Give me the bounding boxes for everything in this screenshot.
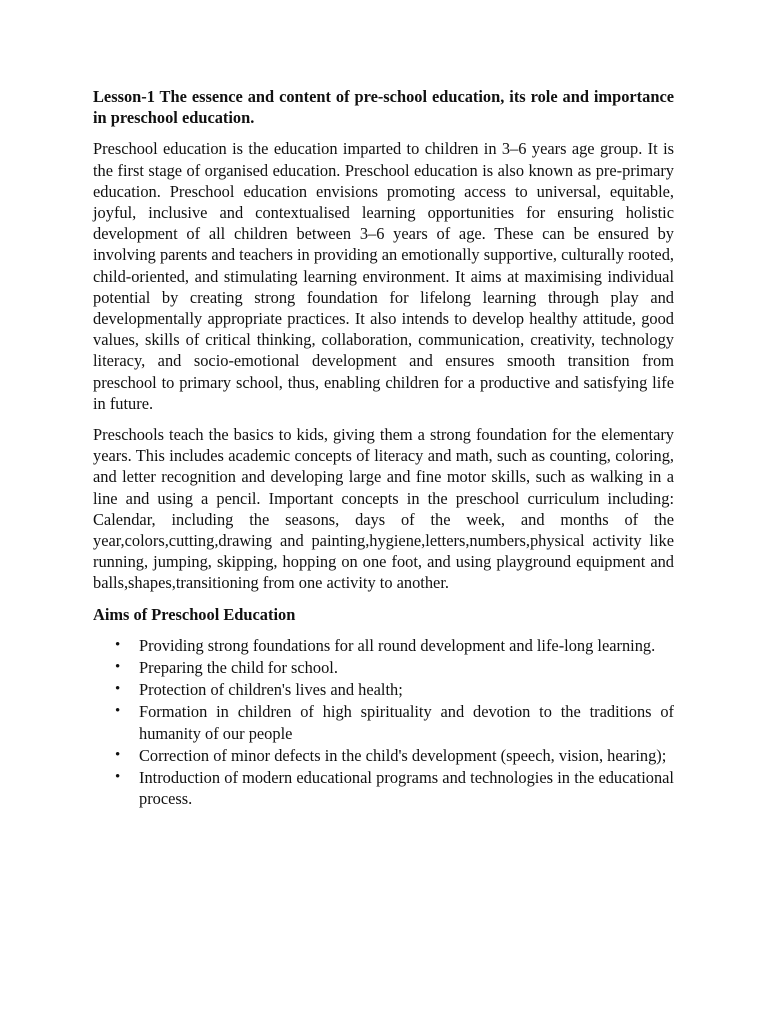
paragraph-curriculum: Preschools teach the basics to kids, giving them a strong foundation for the elementary years. This includes academic concepts of literacy and math, such as counting, coloring, and letter recognition and developing large and fine motor skills, such as walking in a line and using a pencil. Important concepts in the preschool curriculum including: Calendar, including the seasons, days of the week, and months of the year,colors,cutting,drawing and painting,hygiene,letters,numbers,physical activity like running, jumping, skipping, hopping on one foot, and using playground equipment and balls,shapes,transitioning from one activity to another.	[93, 425, 674, 593]
bullet-icon: •	[115, 636, 121, 653]
list-item	[93, 657, 674, 678]
bullet-icon: •	[115, 769, 121, 786]
paragraph-intro: Preschool education is the education imparted to children in 3–6 years age group. It is the first stage of organised education. Preschool education is also known as pre-primary education. Preschool education envisions promoting access to universal, equitable, joyful, inclusive and contextualised learning opportunities for ensuring holistic development of all children between 3–6 years of age. These can be ensured by involving parents and teachers in providing an emotionally supportive, culturally rooted, child-oriented, and stimulating learning environment. It aims at maximising individual potential by creating strong foundation for lifelong learning through play and developmentally appropriate practices. It also intends to develop healthy attitude, good values, skills of critical thinking, collaboration, communication, creativity, technology literacy, and socio-emotional development and ensures smooth transition from preschool to primary school, thus, enabling children for a productive and satisfying life in future.	[93, 139, 674, 413]
aim-text: Protection of children's lives and health;	[139, 680, 403, 700]
list-item	[93, 745, 674, 766]
bullet-icon: •	[115, 659, 121, 676]
aims-list	[93, 635, 674, 810]
bullet-icon: •	[115, 746, 121, 763]
lesson-title: Lesson-1 The essence and content of pre-school education, its role and importance in preschool education.	[93, 87, 674, 128]
list-item	[93, 701, 674, 743]
aim-text: Preparing the child for school.	[139, 658, 338, 678]
aim-text: Formation in children of high spirituality and devotion to the traditions of humanity of our people	[139, 702, 674, 743]
bullet-icon: •	[115, 703, 121, 720]
document-page	[93, 86, 674, 811]
aims-heading: Aims of Preschool Education	[93, 604, 296, 624]
bullet-icon: •	[115, 681, 121, 698]
aim-text: Introduction of modern educational programs and technologies in the educational process.	[139, 768, 674, 809]
list-item	[93, 635, 674, 656]
list-item	[93, 679, 674, 700]
aim-text: Providing strong foundations for all round development and life-long learning.	[139, 635, 656, 655]
aim-text: Correction of minor defects in the child's development (speech, vision, hearing);	[139, 745, 667, 765]
list-item	[93, 767, 674, 809]
